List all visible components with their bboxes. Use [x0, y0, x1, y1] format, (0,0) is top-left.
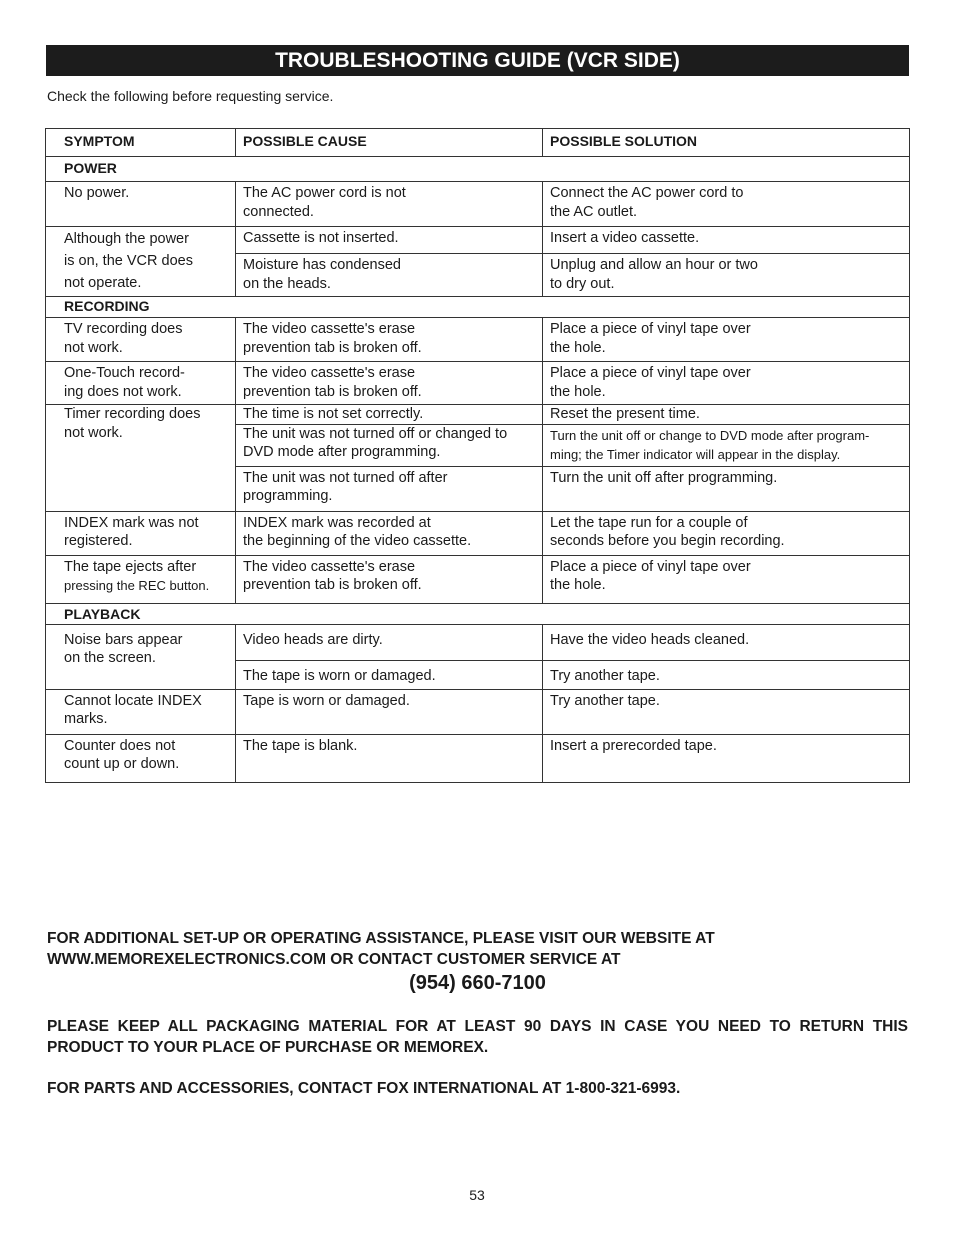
table-row [46, 405, 910, 425]
cause-cell: The video cassette's erase prevention tab is broken off. [236, 555, 543, 603]
packaging-notice: PLEASE KEEP ALL PACKAGING MATERIAL FOR AT LEAST 90 DAYS IN CASE YOU NEED TO RETURN THIS PRODUCT TO YOUR PLACE OF PURCHASE OR MEMOREX. [47, 1018, 908, 1056]
section-row-playback [46, 603, 910, 624]
cause-cell: The time is not set correctly. [236, 405, 543, 425]
table-row [46, 555, 910, 603]
section-playback: PLAYBACK [46, 603, 910, 624]
cause-cell: The video cassette's erase prevention tab is broken off. [236, 362, 543, 405]
header-cause: POSSIBLE CAUSE [236, 129, 543, 157]
cause-cell: The unit was not turned off or changed to DVD mode after programming. [236, 424, 543, 466]
solution-cell: Try another tape. [543, 689, 910, 734]
cause-cell: Tape is worn or damaged. [236, 689, 543, 734]
intro-text: Check the following before requesting service. [47, 88, 334, 104]
table-header-row [46, 129, 910, 157]
table-row [46, 511, 910, 555]
symptom-cell: Although the power is on, the VCR does not operate. [46, 227, 236, 297]
symptom-line: The tape ejects after [64, 558, 197, 575]
table-row [46, 227, 910, 254]
solution-cell: Have the video heads cleaned. [543, 624, 910, 660]
solution-cell: Let the tape run for a couple of seconds before you begin recording. [543, 511, 910, 555]
section-power: POWER [46, 157, 910, 182]
symptom-cell [46, 555, 236, 603]
parts-notice: FOR PARTS AND ACCESSORIES, CONTACT FOX INTERNATIONAL AT 1-800-321-6993. [47, 1080, 681, 1097]
cause-cell: INDEX mark was recorded at the beginning of the video cassette. [236, 511, 543, 555]
assistance-line: FOR ADDITIONAL SET-UP OR OPERATING ASSISTANCE, PLEASE VISIT OUR WEBSITE AT [47, 930, 715, 947]
symptom-cell: No power. [46, 182, 236, 227]
table-row [46, 689, 910, 734]
symptom-line: pressing the REC button. [64, 578, 210, 593]
cause-cell: The tape is blank. [236, 734, 543, 782]
cause-cell: The tape is worn or damaged. [236, 660, 543, 689]
cause-cell: Cassette is not inserted. [236, 227, 543, 254]
page-number: 53 [469, 1187, 485, 1203]
symptom-cell: Counter does not count up or down. [46, 734, 236, 782]
symptom-cell: INDEX mark was not registered. [46, 511, 236, 555]
table-row [46, 624, 910, 660]
table-row [46, 182, 910, 227]
solution-cell: Place a piece of vinyl tape over the hole. [543, 362, 910, 405]
page-title: TROUBLESHOOTING GUIDE (VCR SIDE) [46, 45, 909, 76]
symptom-cell: TV recording does not work. [46, 318, 236, 362]
cause-cell: Video heads are dirty. [236, 624, 543, 660]
solution-cell: Insert a video cassette. [543, 227, 910, 254]
cause-cell: The video cassette's erase prevention tab is broken off. [236, 318, 543, 362]
solution-cell: Turn the unit off or change to DVD mode after program- ming; the Timer indicator will appear in the display. [543, 424, 910, 466]
table-row [46, 318, 910, 362]
solution-cell: Place a piece of vinyl tape over the hole. [543, 318, 910, 362]
header-solution: POSSIBLE SOLUTION [543, 129, 910, 157]
assistance-line: WWW.MEMOREXELECTRONICS.COM OR CONTACT CUSTOMER SERVICE AT [47, 951, 621, 968]
cause-cell: The unit was not turned off after programming. [236, 466, 543, 511]
section-row-recording [46, 297, 910, 318]
solution-cell: Connect the AC power cord to the AC outlet. [543, 182, 910, 227]
symptom-cell: Noise bars appear on the screen. [46, 624, 236, 689]
cause-cell: Moisture has condensed on the heads. [236, 254, 543, 297]
header-symptom: SYMPTOM [46, 129, 236, 157]
cause-cell: The AC power cord is not connected. [236, 182, 543, 227]
table-row [46, 734, 910, 782]
symptom-cell: One-Touch record- ing does not work. [46, 362, 236, 405]
troubleshooting-table [45, 128, 910, 783]
solution-cell: Turn the unit off after programming. [543, 466, 910, 511]
solution-cell: Place a piece of vinyl tape over the hole. [543, 555, 910, 603]
solution-cell: Try another tape. [543, 660, 910, 689]
symptom-cell: Cannot locate INDEX marks. [46, 689, 236, 734]
assistance-notice [47, 928, 908, 996]
table-row [46, 362, 910, 405]
solution-cell: Reset the present time. [543, 405, 910, 425]
solution-cell: Unplug and allow an hour or two to dry out. [543, 254, 910, 297]
customer-service-phone: (954) 660-7100 [409, 972, 546, 994]
section-row-power [46, 157, 910, 182]
symptom-cell: Timer recording does not work. [46, 405, 236, 512]
solution-cell: Insert a prerecorded tape. [543, 734, 910, 782]
section-recording: RECORDING [46, 297, 910, 318]
